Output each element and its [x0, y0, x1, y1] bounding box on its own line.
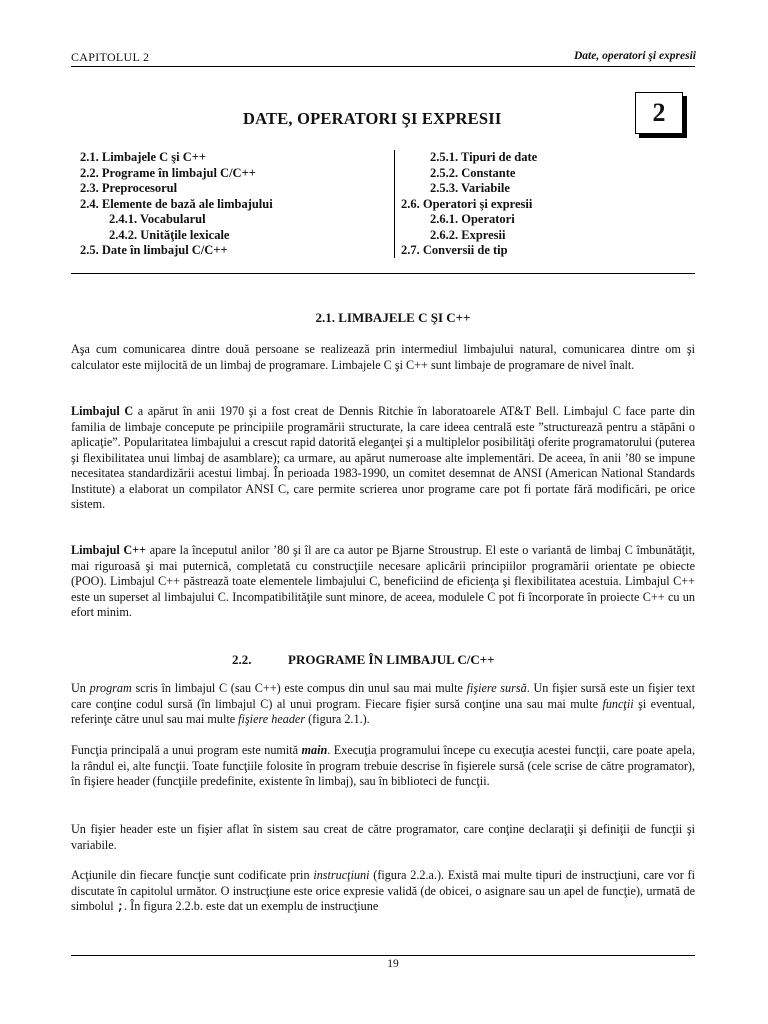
- paragraph-text: apare la începutul anilor ’80 şi îl are ca autor pe Bjarne Stroustrup. El este o variantă de limbaj C îmbunătăţit, mai riguroasă şi mai puternică, completată cu construcţiile necesare aplicării principiilor programării orientate pe obiecte (POO). Limbajul C++ păstrează toate elementele limbajului C, beneficiind de eficienţa şi flexibilitatea acestuia. Limbajul C++ este un superset al limbajului C. Incompatibilităţile sunt minore, de aceea, modulele C pot fi încorporate în proiecte C++ cu un efort minim.: [71, 543, 696, 619]
- paragraph-text: Un: [71, 681, 90, 695]
- paragraph-text: Funcţia principală a unui program este numită: [71, 743, 302, 757]
- term-italic: fişiere header: [238, 712, 306, 726]
- section-heading: 2.1. LIMBAJELE C ŞI C++: [315, 310, 471, 325]
- toc-item: 2.6. Operatori şi expresii: [401, 196, 533, 211]
- toc-item: 2.5.3. Variabile: [430, 181, 510, 195]
- paragraph: Un fişier header este un fişier aflat în sistem sau creat de către programator, care conţine declaraţii şi definiţii de funcţii şi variabile.: [71, 822, 695, 852]
- term-bold: Limbajul C++: [71, 543, 147, 557]
- paragraph-text: a apărut în anii 1970 şi a fost creat de Dennis Ritchie în laboratoarele AT&T Bell. Limbajul C face parte din familia de limbaje concepute pe principiile programării structurate, la care ideea centrală este ”structurează pentru a stăpâni o aplicaţie”. Popularitatea limbajului a crescut rapid datorită eleganţei şi a multiplelor posibilităţi oferite programatorului (puterea şi flexibilitatea unui limbaj de asamblare); ca urmare, au apărut numeroase alte implementări. De aceea, în anii ’80 se impune necesitatea standardizării acestui limbaj. În perioada 1983-1990, un comitet desemnat de ANSI (American National Standards Institute) a elaborat un compilator ANSI C, care permite scrierea unor programe care pot fi portate fără modificări, pe orice sistem.: [71, 404, 695, 511]
- toc-item: 2.6.2. Expresii: [430, 227, 506, 242]
- paragraph: Aşa cum comunicarea dintre două persoane se realizează prin intermediul limbajului natural, comunicarea dintre om şi calculator este mijlocită de un limbaj de programare. Limbajele C şi C++ sunt limbaje de programare de nivel înalt.: [71, 342, 695, 372]
- term-italic: program: [89, 681, 132, 695]
- toc-item: 2.5. Date în limbajul C/C++: [80, 243, 228, 257]
- footer-rule: [71, 955, 695, 956]
- semicolon-symbol: ;: [116, 900, 125, 914]
- toc-item: 2.5.1. Tipuri de date: [430, 150, 538, 164]
- paragraph-text: (figura 2.2.a.). Există mai multe tipuri de instrucţiuni, care vor fi discutate în capitolul următor. O instrucţiune este orice expresie validă (de obicei, o asignare sau un apel de funcţie), urmată de simbolul: [71, 868, 695, 913]
- paragraph: [71, 743, 695, 790]
- paragraph-text: scris în limbajul C (sau C++) este compus din unul sau mai multe: [131, 681, 467, 695]
- toc-item: 2.4.2. Unităţile lexicale: [109, 227, 230, 242]
- chapter-title: DATE, OPERATORI ŞI EXPRESII: [243, 109, 502, 128]
- paragraph-text: şi eventual, referinţe către unul sau mai multe: [71, 696, 695, 726]
- toc-item: 2.6.1. Operatori: [430, 212, 515, 226]
- term-italic: instrucţiuni: [313, 868, 370, 882]
- chapter-number: 2: [652, 98, 666, 127]
- paragraph: [71, 404, 695, 513]
- running-header-title: Date, operatori şi expresii: [573, 50, 696, 62]
- term-bold-italic: main: [301, 743, 328, 757]
- toc-item: 2.4. Elemente de bază ale limbajului: [80, 196, 273, 211]
- paragraph: [71, 681, 695, 728]
- toc-bottom-rule: [71, 273, 695, 274]
- toc-item: 2.5.2. Constante: [430, 165, 516, 180]
- paragraph-text: Acţiunile din fiecare funcţie sunt codificate prin: [71, 868, 314, 882]
- toc-item: 2.2. Programe în limbajul C/C++: [80, 165, 256, 180]
- paragraph-text: (figura 2.1.).: [305, 712, 370, 726]
- term-italic: fişiere sursă: [466, 681, 527, 695]
- chapter-number-box: [635, 92, 683, 134]
- section-number: 2.2.: [232, 652, 252, 667]
- paragraph: [71, 543, 695, 621]
- running-header-chapter: CAPITOLUL 2: [71, 50, 150, 64]
- toc-item: 2.1. Limbajele C şi C++: [80, 150, 207, 164]
- paragraph-text: . Execuţia programului începe cu execuţia acestei funcţii, care poate apela, la rândul ei, alte funcţii. Toate funcţiile folosite în program trebuie descrise în fişierele sursă (cele scrise de către programator), în fişiere header (funcţiile predefinite, existente în limbaj), sau în biblioteci de funcţii.: [71, 743, 695, 788]
- page-number: 19: [387, 958, 399, 970]
- toc-item: 2.4.1. Vocabularul: [109, 212, 206, 226]
- paragraph-text: . Un fişier sursă este un fişier text care conţine codul sursă (în limbajul C) al unui program. Fiecare fişier sursă conţine una sau mai multe: [71, 681, 696, 711]
- term-bold: Limbajul C: [71, 404, 134, 418]
- toc-item: 2.3. Preprocesorul: [80, 181, 178, 195]
- section-heading: PROGRAME ÎN LIMBAJUL C/C++: [288, 652, 495, 667]
- toc-right-column: [401, 150, 701, 259]
- toc-item: 2.7. Conversii de tip: [401, 243, 508, 257]
- toc-left-column: [80, 150, 390, 259]
- paragraph: [71, 868, 695, 916]
- paragraph-text: . În figura 2.2.b. este dat un exemplu de instrucţiune: [124, 899, 379, 913]
- header-rule: [71, 66, 695, 67]
- toc-column-divider: [394, 150, 395, 258]
- term-italic: funcţii: [602, 696, 634, 711]
